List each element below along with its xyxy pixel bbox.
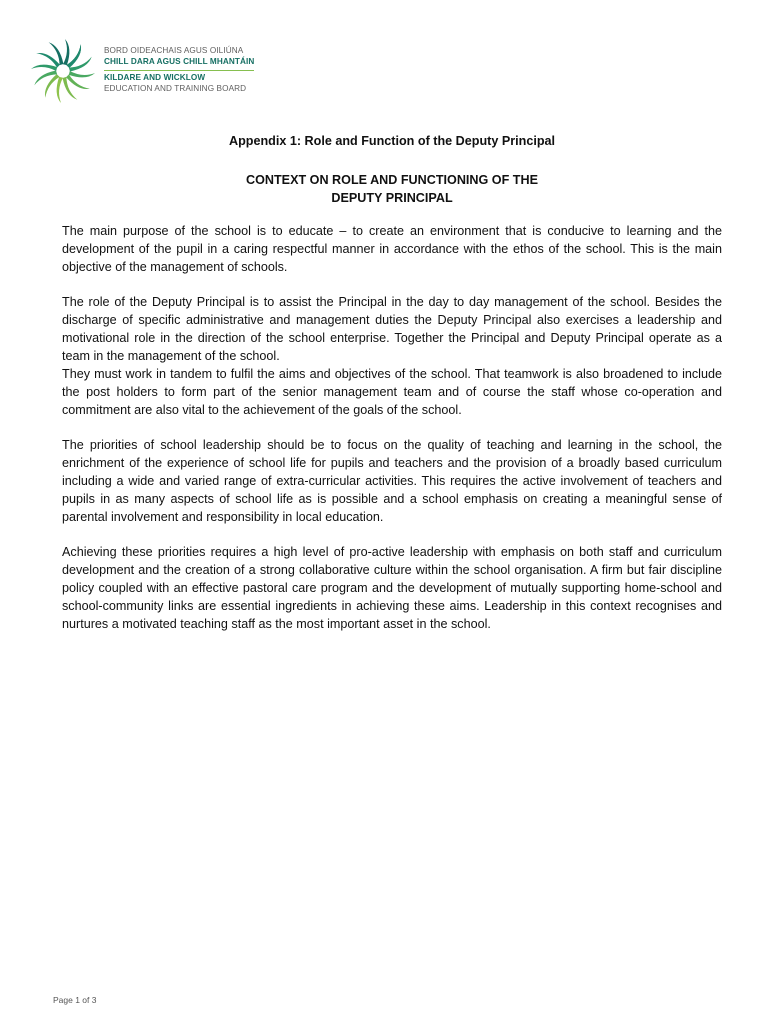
document-title: Appendix 1: Role and Function of the Deputy Principal bbox=[228, 134, 556, 148]
paragraph: They must work in tandem to fulfil the aims and objectives of the school. That teamwork is also broadened to include the post holders to form part of the senior management team and of course the staff whose co-operation and commitment are also vital to the achievement of the goals of the school. bbox=[62, 367, 722, 417]
logo-line-irish-counties: CHILL DARA AGUS CHILL MHANTÁIN bbox=[104, 56, 255, 66]
etb-swirl-logo-icon bbox=[28, 37, 98, 105]
paragraph: Achieving these priorities requires a high level of pro-active leadership with emphasis on both staff and curriculum development and the creation of a strong collaborative culture within the school organisation. A firm but fair discipline policy coupled with an effective pastoral care program and the development of mutually supporting home-school and school-community links are essential ingredients in achieving these aims. Leadership in this context recognises and nurtures a motivated teaching staff as the most important asset in the school. bbox=[62, 545, 722, 631]
subtitle-line-1: CONTEXT ON ROLE AND FUNCTIONING OF THE bbox=[246, 173, 538, 187]
paragraph: The main purpose of the school is to educate – to create an environment that is conducive to learning and the development of the pupil in a caring respectful manner in accordance with the ethos of the school. This is the main objective of the management of schools. bbox=[62, 224, 722, 274]
letterhead-text bbox=[104, 46, 254, 94]
page-number: Page 1 of 3 bbox=[53, 995, 97, 1005]
logo-line-irish-board: BORD OIDEACHAIS AGUS OILIÚNA bbox=[104, 46, 244, 55]
logo-line-counties: KILDARE AND WICKLOW bbox=[104, 73, 206, 82]
paragraph: The priorities of school leadership should be to focus on the quality of teaching and learning in the school, the enrichment of the experience of school life for pupils and teachers and the provision of a broadly based curriculum including a wide and varied range of extra-curricular activities. This requires the active involvement of teachers and pupils in as many aspects of school life as is possible and a school emphasis on creating a meaningful sense of parental involvement and responsibility in local education. bbox=[62, 438, 722, 524]
subtitle-line-2: DEPUTY PRINCIPAL bbox=[331, 191, 453, 205]
document-subtitle bbox=[62, 171, 722, 207]
document-body bbox=[62, 222, 722, 650]
paragraph: The role of the Deputy Principal is to assist the Principal in the day to day management of the school. Besides the discharge of specific administrative and management duties the Deputy Principal also exercises a leadership and motivational role in the direction of the school enterprise. Together the Principal and Deputy Principal operate as a team in the management of the school. bbox=[62, 295, 722, 363]
logo-line-board: EDUCATION AND TRAINING BOARD bbox=[104, 83, 247, 93]
logo-divider bbox=[104, 70, 254, 71]
letterhead bbox=[28, 37, 254, 105]
